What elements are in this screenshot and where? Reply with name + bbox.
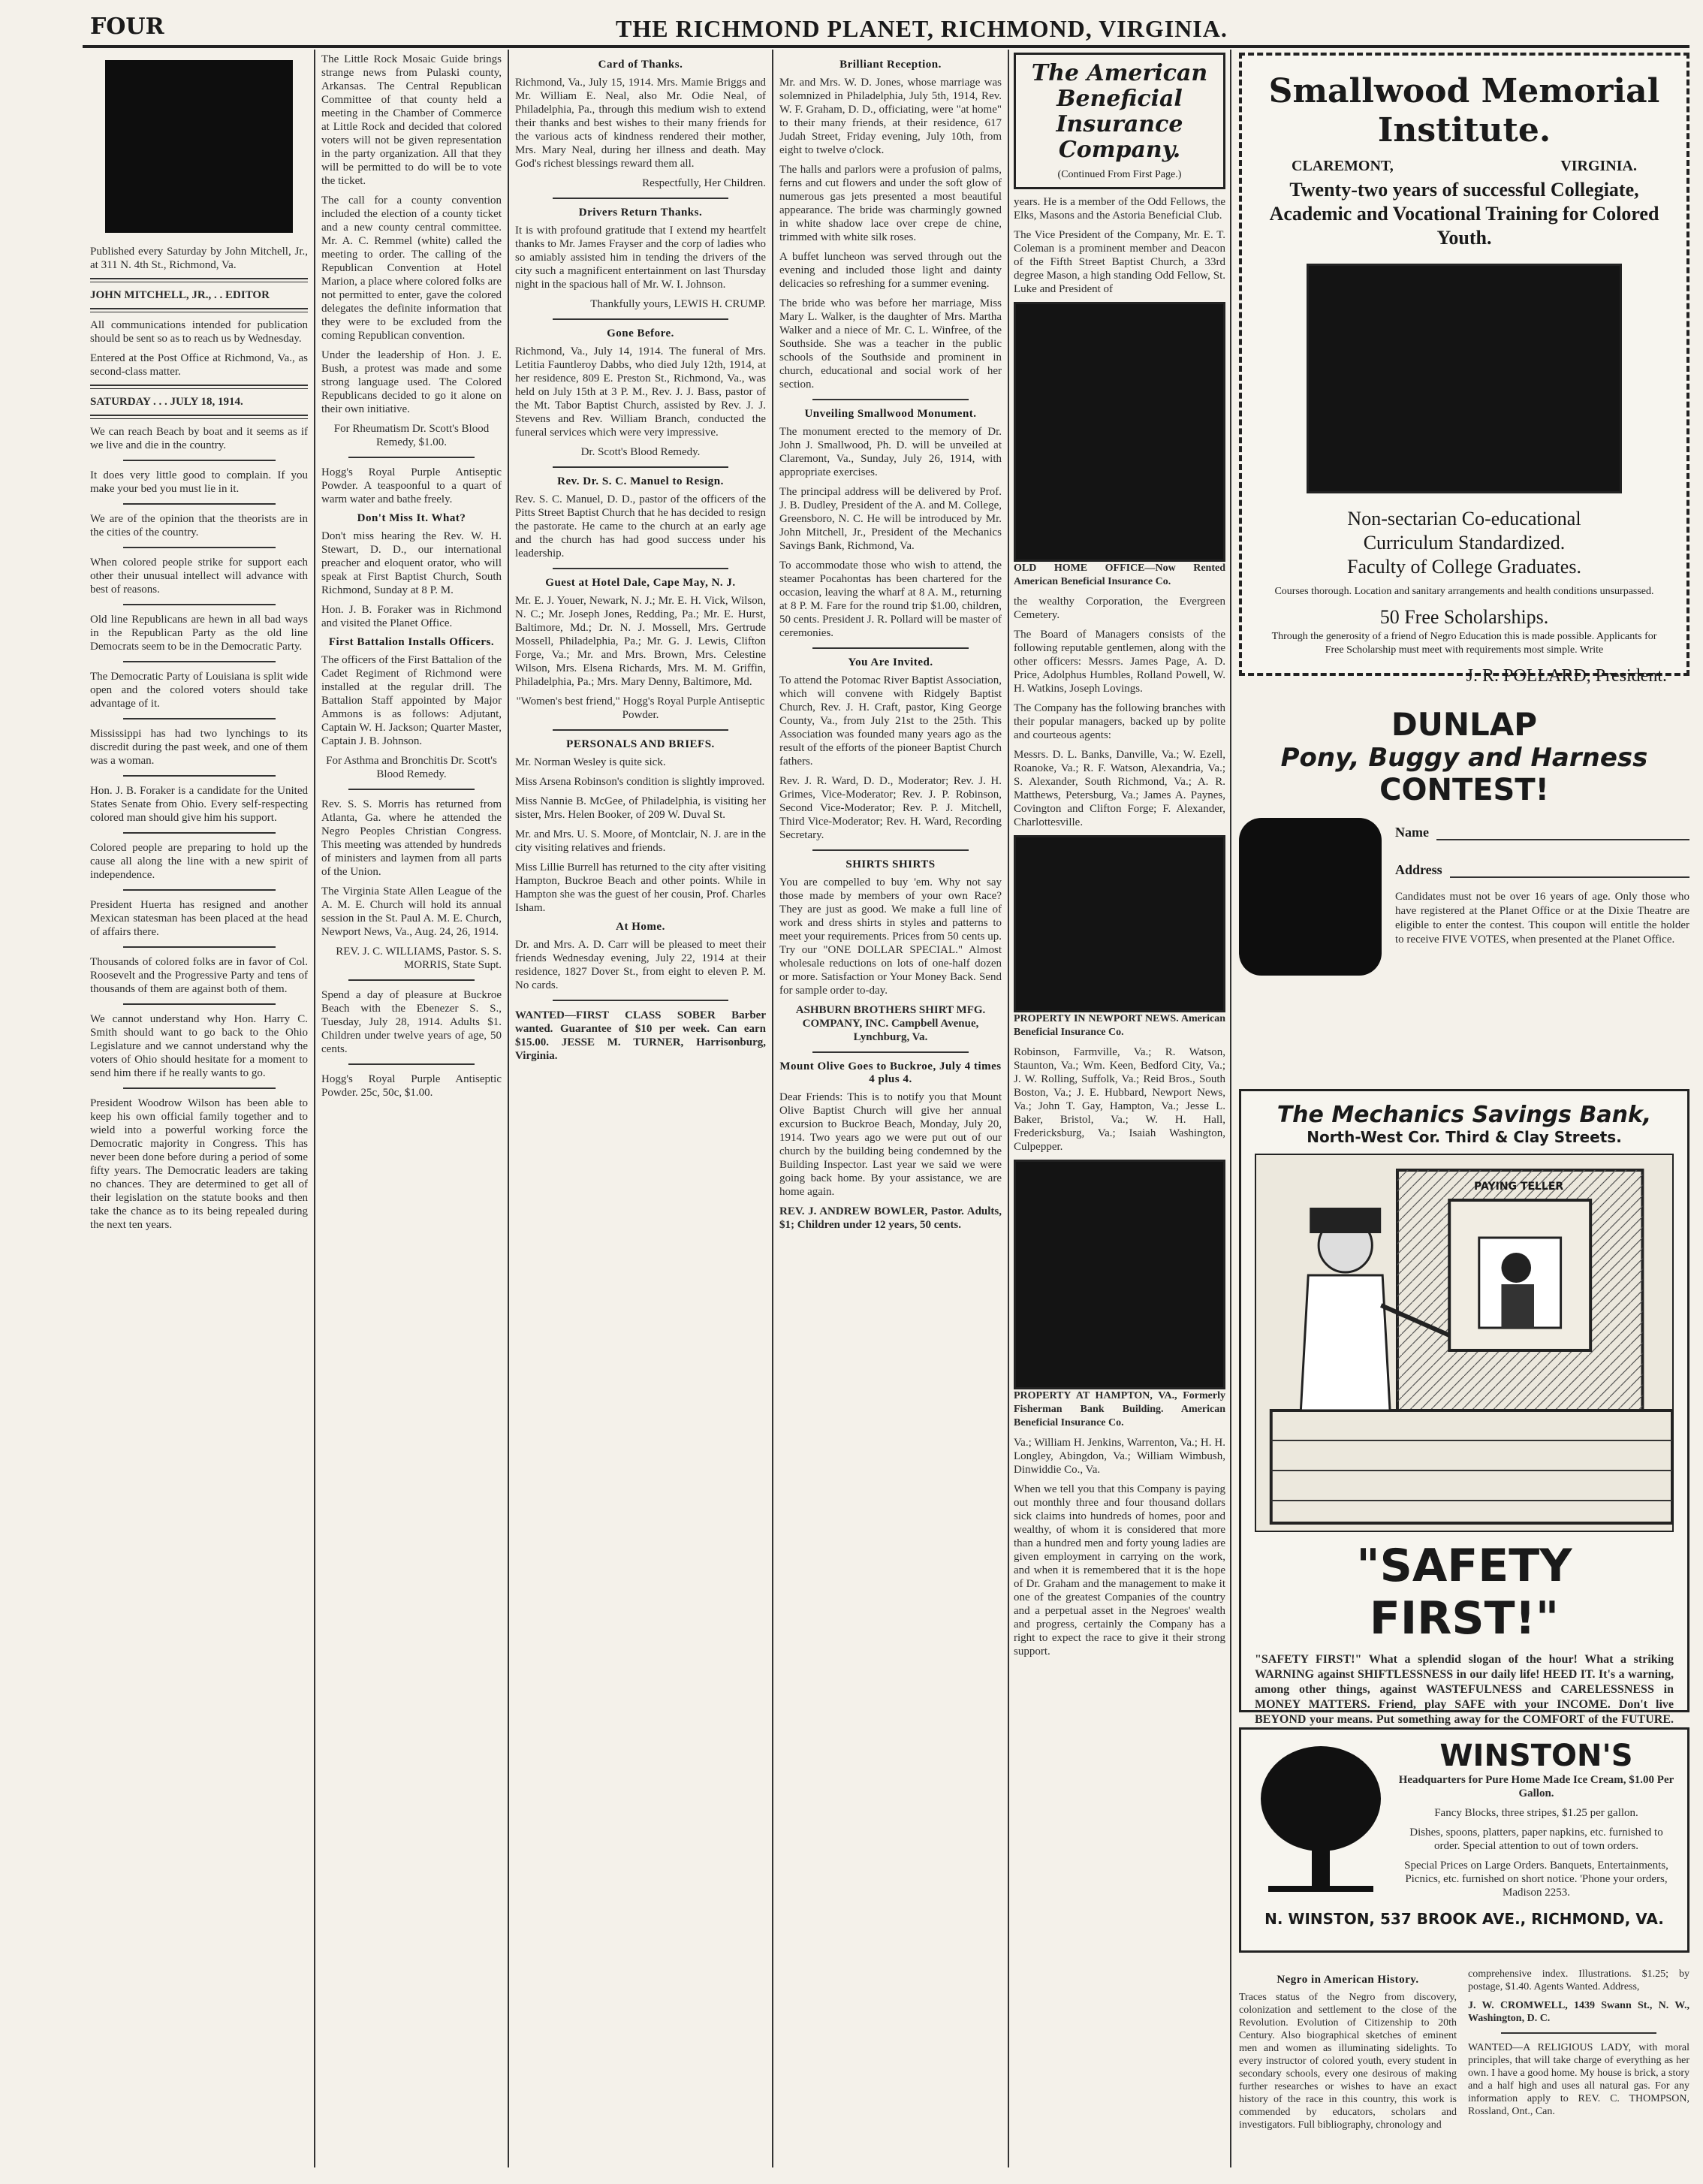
bank-body: "SAFETY FIRST!" What a splendid slogan of the hour! What a striking WARNING against SHIFTLESSNESS in our daily life! HEED IT. It's a warning, among other things, against WASTEFULNESS and CARELESSNESS in MONEY MATTERS. Friend, play SAFE with your INCOME. Don't live BEYOND your means. Put something away for the COMFORT of the FUTURE.	[1255, 1653, 1674, 1726]
personal-item: Miss Lillie Burrell has returned to the city after visiting Hampton, Buckroe Beach and other points. While in Hampton she was the guest of her cousin, Prof. Charles Isham.	[515, 861, 766, 914]
old-home-office-photo	[1014, 302, 1225, 562]
article-paragraph: Dear Friends: This is to notify you that Mount Olive Baptist Church will give her annual excursion to Buckroe Beach, Monday, July 20, 1914. Two years ago we were put out of our church by the building being condemned by the Building Inspector. Last year we said we were going back home. By your assistance, we are home again.	[779, 1091, 1002, 1198]
winstons-body	[1253, 1739, 1675, 1905]
hampton-property-photo	[1014, 1160, 1225, 1389]
ad-paragraph: You are compelled to buy 'em. Why not say those made by members of your own Race? They are just as good. We make a full line of work and dress shirts in styles and patterns to meet your requirements. Prices from 50 cents up. Try our "ONE DOLLAR SPECIAL." Almost wholesale reductions on lots of one-half dozen or more. Satisfaction or Your Money Back. Send for sample order to-day.	[779, 876, 1002, 997]
winstons-line: Special Prices on Large Orders. Banquets, Entertainments, Picnics, etc. furnished on short notice. 'Phone your orders, Madison 2253.	[1404, 1860, 1668, 1899]
teller-window-drawing	[1256, 1155, 1672, 1531]
smallwood-line3: Faculty of College Graduates.	[1347, 556, 1581, 578]
scholarships-line: 50 Free Scholarships.	[1379, 606, 1549, 628]
dunlap-contest: CONTEST!	[1379, 773, 1549, 807]
history-book-order	[1468, 1968, 1689, 2170]
rule	[553, 466, 728, 468]
article-paragraph: Richmond, Va., July 15, 1914. Mrs. Mamie Briggs and Mr. William E. Neal, also Mr. Odie Neal, of Philadelphia, Pa., through this medium wish to extend their thanks and best wishes to their many friends for the various acts of kindness rendered their mother, Mrs. Mary Neal, during her illness and death. May God's richest blessings reward them all.	[515, 77, 766, 170]
editorial-paragraph: Thousands of colored folks are in favor of Col. Roosevelt and the Progressive Party and tens of thousands of them are against both of them.	[90, 956, 308, 995]
article-paragraph: The Board of Managers consists of the following reputable gentlemen, along with the other officers: Messrs. James Page, A. D. Price, Adolphus Humbles, Rolland Powell, W. H. Watkins, Joseph Lovings.	[1014, 629, 1225, 695]
winstons-line: Fancy Blocks, three stripes, $1.25 per gallon.	[1434, 1807, 1638, 1819]
article-paragraph: To accommodate those who wish to attend, the steamer Pocahontas has been chartered for the occasion, leaving the wharf at 8 A. M., returning at 8 P. M. Fare for the round trip $1.00, children, 50 cents. President J. R. Pollard will be master of ceremonies.	[779, 560, 1002, 639]
article-paragraph: Rev. S. C. Manuel, D. D., pastor of the officers of the Pitts Street Baptist Church that he has decided to resign the pastorate. He came to the church at an early age and the church has had good success under his leadership.	[515, 493, 766, 560]
column-rule	[508, 50, 509, 2167]
book-price: comprehensive index. Illustrations. $1.25; by postage, $1.40. Agents Wanted. Address,	[1468, 1968, 1689, 1992]
signature: Thankfully yours, LEWIS H. CRUMP.	[590, 298, 766, 310]
editorial-paragraph: Colored people are preparing to hold up the cause all along the line with a new spirit of independence.	[90, 842, 308, 881]
book-author: J. W. CROMWELL, 1439 Swann St., N. W., Washington, D. C.	[1468, 2000, 1689, 2024]
masthead-rule	[83, 45, 1689, 48]
photo-caption: PROPERTY IN NEWPORT NEWS. American Beneficial Insurance Co.	[1014, 1013, 1225, 1038]
rule	[348, 979, 475, 981]
article-paragraph: Spend a day of pleasure at Buckroe Beach with the Ebenezer S. S., Tuesday, July 28, 1914. Adults $1. Children under twelve years of age, 50 cents.	[321, 989, 502, 1055]
column-2	[321, 53, 502, 2163]
article-paragraph: Mr. E. J. Youer, Newark, N. J.; Mr. E. H. Vick, Wilson, N. C.; Mr. Joseph Jones, Redding, Pa.; Mr. E. Hurst, Baltimore, Md.; Dr. N. J. Mossell, Mrs. Gertrude Mossell, Philadelphia, Pa.; Mr. G. J. Lewis, Clifton Forge, Va.; Mr. and Mrs. Brown, Mrs. Celestine Wilson, Mrs. Elsena Richards, Mrs. M. M. Griffin, Philadelphia, Pa.; Mrs. Mary Denny, Baltimore, Md.	[515, 595, 766, 688]
insurance-ad-header	[1014, 53, 1225, 189]
article-paragraph: Mr. and Mrs. W. D. Jones, whose marriage was solemnized in Philadelphia, July 5th, 1914, Rev. W. F. Graham, D. D., officiating, were "at home" to their many friends, at their residence, 617 Judah Street, Friday evening, July 10th, from eight to twelve o'clock.	[779, 77, 1002, 156]
smallwood-fine-print: Courses thorough. Location and sanitary arrangements and health conditions unsurpassed.	[1274, 586, 1654, 597]
rule	[123, 1003, 276, 1005]
rule	[123, 503, 276, 505]
rule	[553, 198, 728, 199]
column-rule	[314, 50, 315, 2167]
rule	[123, 889, 276, 891]
editorial-paragraph: We can reach Beach by boat and it seems as if we live and die in the country.	[90, 426, 308, 451]
column-1	[90, 53, 308, 2163]
winstons-ad	[1239, 1727, 1689, 1953]
column-3	[515, 53, 766, 2163]
location-left: CLAREMONT,	[1292, 158, 1394, 174]
editorial-paragraph: When colored people strike for support each other their unusual intellect will advance with best of reasons.	[90, 557, 308, 596]
rule	[123, 661, 276, 662]
personal-item: Miss Nannie B. McGee, of Philadelphia, is visiting her sister, Mrs. Helen Booker, of 209 W. Duval St.	[515, 795, 766, 821]
page-number: FOUR	[90, 14, 164, 40]
article-paragraph: The Little Rock Mosaic Guide brings strange news from Pulaski county, Arkansas. The Central Republican Committee of that county held a meeting in the Chamber of Commerce at Little Rock and decided that colored voters will not be given representation in the party organization. All that they will be permitted to do will be to vote the ticket.	[321, 53, 502, 187]
ad-line: For Asthma and Bronchitis Dr. Scott's Blood Remedy.	[326, 755, 497, 780]
rule	[90, 278, 308, 282]
article-paragraph: Dr. and Mrs. A. D. Carr will be pleased to meet their friends Wednesday evening, July 22, 1914 at their residence, 1827 Dover St., from eight to eleven P. M. No cards.	[515, 939, 766, 991]
location-right: VIRGINIA.	[1560, 158, 1637, 174]
winstons-text	[1388, 1739, 1675, 1905]
rule	[812, 849, 968, 851]
ad-line: Dr. Scott's Blood Remedy.	[580, 446, 701, 458]
headline: Don't Miss It. What?	[357, 512, 466, 524]
column-rule	[1230, 50, 1231, 2167]
article-paragraph: Messrs. D. L. Banks, Danville, Va.; W. Ezell, Roanoke, Va.; R. F. Watson, Alexandria, Va.; S. Alexander, South Richmond, Va.; A. R. Matthews, Petersburg, Va.; James A. Paynes, Covington and Clifton Forge; F. Alexander, Charlottesville.	[1014, 749, 1225, 828]
headline: Mount Olive Goes to Buckroe, July 4 times 4 plus 4.	[779, 1060, 1002, 1085]
entered-note: Entered at the Post Office at Richmond, Va., as second-class matter.	[90, 352, 308, 378]
pony-illustration	[1239, 818, 1382, 976]
rule	[553, 729, 728, 731]
dunlap-subtitle: Pony, Buggy and Harness	[1280, 743, 1648, 773]
headline: At Home.	[616, 921, 665, 933]
ad-signature: ASHBURN BROTHERS SHIRT MFG. COMPANY, INC. Campbell Avenue, Lynchburg, Va.	[795, 1004, 986, 1043]
article-paragraph: Don't miss hearing the Rev. W. H. Stewart, D. D., our international preacher and eloquent orator, who will speak at First Baptist Church, South Richmond, Sunday at 8 P. M.	[321, 530, 502, 596]
personal-item: Mr. and Mrs. U. S. Moore, of Montclair, N. J. are in the city visiting relatives and friends.	[515, 828, 766, 854]
rule	[812, 647, 968, 649]
smallwood-title: Smallwood Memorial Institute.	[1268, 72, 1660, 149]
teller-sign: PAYING TELLER	[1474, 1181, 1564, 1193]
tree-illustration	[1253, 1739, 1388, 1896]
insurance-title: The American Beneficial Insurance Company.	[1031, 60, 1208, 163]
contest-rules: Candidates must not be over 16 years of age. Only those who have registered at the Planet Office or at the Dixie Theatre are eligible to enter the contest. This coupon will entitle the holder to receive FIVE VOTES, when presented at the Planet Office.	[1395, 891, 1689, 946]
personal-item: Miss Arsena Robinson's condition is slightly improved.	[515, 776, 765, 788]
name-field[interactable]	[1436, 818, 1689, 840]
headline: You Are Invited.	[848, 656, 933, 668]
rule	[123, 718, 276, 719]
headline: SHIRTS SHIRTS	[845, 858, 936, 870]
photo-caption: PROPERTY AT HAMPTON, VA., Formerly Fisherman Bank Building. American Beneficial Insurance Co.	[1014, 1390, 1225, 1428]
rule	[123, 460, 276, 461]
bank-address: North-West Cor. Third & Clay Streets.	[1307, 1128, 1622, 1146]
dunlap-title: DUNLAP	[1391, 706, 1538, 743]
rule	[90, 415, 308, 419]
tree-icon	[1253, 1739, 1388, 1896]
headline: Guest at Hotel Dale, Cape May, N. J.	[545, 577, 736, 589]
column-rule	[1008, 50, 1009, 2167]
rule	[348, 789, 475, 790]
rule	[123, 946, 276, 948]
headline: First Battalion Installs Officers.	[328, 636, 495, 648]
name-label: Name	[1395, 825, 1429, 840]
signature: REV. J. C. WILLIAMS, Pastor. S. S. MORRIS, State Supt.	[336, 946, 502, 971]
issue-date: SATURDAY . . . JULY 18, 1914.	[90, 396, 243, 408]
column-4	[779, 53, 1002, 2163]
personal-item: Mr. Norman Wesley is quite sick.	[515, 756, 666, 768]
address-row	[1395, 855, 1689, 878]
headline: Rev. Dr. S. C. Manuel to Resign.	[557, 475, 724, 487]
masthead-illustration	[105, 60, 293, 233]
article-paragraph: Under the leadership of Hon. J. E. Bush, a protest was made and some strong language used. The Colored Republicans decided to go it alone on their own initiative.	[321, 349, 502, 415]
wanted-ad: WANTED—A RELIGIOUS LADY, with moral principles, that will take charge of everything as her own. I have a good home. My house is brick, a story and a half high and uses all natural gas. For any information apply to REV. C. THOMPSON, Rossland, Ont., Can.	[1468, 2042, 1689, 2117]
rule	[553, 568, 728, 569]
rule	[812, 1051, 968, 1053]
dunlap-contest-ad	[1239, 706, 1689, 1066]
winstons-address: N. WINSTON, 537 BROOK AVE., RICHMOND, VA.	[1264, 1910, 1664, 1928]
article-paragraph: the wealthy Corporation, the Evergreen Cemetery.	[1014, 596, 1225, 621]
address-field[interactable]	[1450, 855, 1689, 878]
continued-note: (Continued From First Page.)	[1057, 169, 1182, 180]
rule	[553, 1000, 728, 1001]
article-paragraph: The principal address will be delivered by Prof. J. B. Dudley, President of the A. and M. College, Greensboro, N. C. He will be introduced by Mr. John Mitchell, Jr., President of the Mechanics Savings Bank, Richmond, Va.	[779, 486, 1002, 552]
rule	[123, 775, 276, 777]
bank-title: The Mechanics Savings Bank,	[1276, 1102, 1652, 1128]
editorial-paragraph: President Woodrow Wilson has been able to keep his own official family together and to wield into a powerful working force the Democratic majority in Congress. This has never been done before during a period of some fifty years. The Democratic leaders are taking no chances. They are determined to get all of their legislation on the statute books and then take the chance as to its being repealed during the next ten years.	[90, 1097, 308, 1231]
winstons-line: Dishes, spoons, platters, paper napkins, etc. furnished to order. Special attention to out of town orders.	[1409, 1827, 1663, 1852]
headline: Unveiling Smallwood Monument.	[804, 408, 977, 420]
history-book-ad	[1239, 1968, 1457, 2170]
rule	[1501, 2032, 1656, 2034]
smallwood-fine-print: Through the generosity of a friend of Negro Education this is made possible. Applicants for Free Scholarship must meet with requirements most simple. Write	[1271, 631, 1657, 656]
article-paragraph: Hon. J. B. Foraker was in Richmond and visited the Planet Office.	[321, 604, 502, 629]
article-paragraph: The officers of the First Battalion of the Cadet Regiment of Richmond were installed at the regular drill. The Battalion Staff appointed by Major Ammons is as follows: Adjutant, Captain W. H. Jackson; Quarter Master, Captain J. B. Johnson.	[321, 654, 502, 747]
rule	[348, 1063, 475, 1065]
institute-building-photo	[1307, 264, 1622, 493]
winstons-line: Headquarters for Pure Home Made Ice Cream, $1.00 Per Gallon.	[1398, 1774, 1674, 1799]
newport-news-property-photo	[1014, 835, 1225, 1012]
signature: Respectfully, Her Children.	[642, 177, 766, 189]
article-paragraph: When we tell you that this Company is paying out monthly three and four thousand dollars sick claims into hundreds of homes, poor and wealthy, of whom it is considered that more than a hundred men and forty young ladies are given employment in carrying on the work, and when it is remembered that it is the hope of Dr. Graham and the management to make it one of the greatest Companies of the country and a perpetual asset in the Negroes' wealth and progress, certainly the Company has a right to expect the race to give it their strong support.	[1014, 1483, 1225, 1658]
newspaper-title: THE RICHMOND PLANET, RICHMOND, VIRGINIA.	[616, 15, 1228, 42]
bank-illustration	[1255, 1154, 1674, 1532]
smallwood-tagline: Twenty-two years of successful Collegiate, Academic and Vocational Training for Colored Youth.	[1269, 179, 1659, 249]
article-paragraph: Robinson, Farmville, Va.; R. Watson, Staunton, Va.; Wm. Keen, Bedford City, Va.; J. W. Rolling, Suffolk, Va.; Reid Bros., South Boston, Va.; J. E. Hubbard, Newport News, Va.; John T. Gay, Hampton, Va.; Jesse L. Baker, Bristol, Va.; W. H. Hall, Fredericksburg, Va.; Isaiah Washington, Culpepper.	[1014, 1046, 1225, 1153]
signature: REV. J. ANDREW BOWLER, Pastor. Adults, $1; Children under 12 years, 50 cents.	[779, 1205, 1002, 1231]
article-paragraph: A buffet luncheon was served through out the evening and included those light and dainty delicacies so refreshing for a summer evening.	[779, 251, 1002, 290]
ad-line: Hogg's Royal Purple Antiseptic Powder. A teaspoonful to a quart of warm water and bathe freely.	[321, 466, 502, 505]
president-line: J. R. POLLARD, President.	[1466, 666, 1667, 686]
article-paragraph: The Virginia State Allen League of the A. M. E. Church will hold its annual session in the St. Paul A. M. E. Church, Newport News, Va., Aug. 24, 26, 1914.	[321, 885, 502, 938]
rule	[123, 832, 276, 834]
article-paragraph: Richmond, Va., July 14, 1914. The funeral of Mrs. Letitia Fauntleroy Dabbs, who died July 12th, 1914, at her residence, 809 E. Preston St., Richmond, Va., was held on July 15th at 3 P. M., Rev. J. J. Bass, pastor of the Mt. Tabor Baptist Church, assisted by Rev. J. J. Stevens and Rev. William Branch, conducted the funeral services which were very impressive.	[515, 345, 766, 439]
rule	[123, 1087, 276, 1089]
editorial-paragraph: We cannot understand why Hon. Harry C. Smith should want to go back to the Ohio Legislature and we cannot understand why the voters of Ohio should hesitate for a moment to send him there if he really wants to go.	[90, 1013, 308, 1079]
article-paragraph: The monument erected to the memory of Dr. John J. Smallwood, Ph. D. will be unveiled at Claremont, Va., Sunday, July 26, 1914, with appropriate exercises.	[779, 426, 1002, 478]
winstons-title: WINSTON'S	[1439, 1739, 1633, 1773]
column-5	[1014, 53, 1225, 2163]
headline: Negro in American History.	[1276, 1974, 1419, 1986]
article-paragraph: Va.; William H. Jenkins, Warrenton, Va.; H. H. Longley, Abingdon, Va.; William Wimbush, Dinwiddie Co., Va.	[1014, 1437, 1225, 1476]
address-label: Address	[1395, 862, 1442, 877]
headline: Card of Thanks.	[598, 59, 683, 71]
rule	[123, 547, 276, 548]
article-paragraph: To attend the Potomac River Baptist Association, which will convene with Ridgely Baptist Church, Rev. J. H. Craft, pastor, King George County, Va., from July 21st to the 25th. This Association was founded many years ago as the result of the efforts of the pioneer Baptist Church fathers.	[779, 674, 1002, 768]
editorial-paragraph: It does very little good to complain. If you make your bed you must lie in it.	[90, 469, 308, 495]
editorial-paragraph: We are of the opinion that the theorists are in the cities of the country.	[90, 513, 308, 538]
classified-ad: WANTED—FIRST CLASS SOBER Barber wanted. Guarantee of $10 per week. Can earn $15.00. JESSE M. TURNER, Harrisonburg, Virginia.	[515, 1009, 766, 1062]
rule	[90, 308, 308, 312]
headline: Drivers Return Thanks.	[578, 207, 703, 219]
safety-first-slogan: "SAFETY FIRST!"	[1356, 1540, 1572, 1645]
article-paragraph: The halls and parlors were a profusion of palms, ferns and cut flowers and under the soft glow of numerous gas jets presented a most beautiful appearance. The bride was charmingly gowned in white shadow lace over crepe de chine, trimmed with white silk roses.	[779, 164, 1002, 243]
ad-line: Hogg's Royal Purple Antiseptic Powder. 25c, 50c, $1.00.	[321, 1073, 502, 1099]
publisher-line: Published every Saturday by John Mitchell, Jr., at 311 N. 4th St., Richmond, Va.	[90, 246, 308, 271]
headline: Brilliant Reception.	[839, 59, 942, 71]
rule	[812, 399, 968, 400]
coupon-form	[1382, 818, 1689, 976]
ad-line: "Women's best friend," Hogg's Royal Purple Antiseptic Powder.	[516, 695, 765, 721]
headline: PERSONALS AND BRIEFS.	[566, 738, 715, 750]
communications-note: All communications intended for publication should be sent so as to reach us by Wednesday.	[90, 319, 308, 345]
article-paragraph: Rev. J. R. Ward, D. D., Moderator; Rev. J. H. Grimes, Vice-Moderator; Rev. J. P. Robinson, Second Vice-Moderator; Rev. P. J. Mitchell, Third Vice-Moderator; Rev. H. Ward, Recording Secretary.	[779, 775, 1002, 841]
mechanics-bank-ad	[1239, 1089, 1689, 1726]
smallwood-line1: Non-sectarian Co-educational	[1347, 508, 1581, 529]
column-rule	[772, 50, 773, 2167]
editorial-paragraph: Hon. J. B. Foraker is a candidate for the United States Senate from Ohio. Every self-respecting colored man should give him his support.	[90, 785, 308, 824]
rule	[90, 385, 308, 389]
editor-line: JOHN MITCHELL, JR., . . EDITOR	[90, 289, 270, 301]
smallwood-line2: Curriculum Standardized.	[1363, 532, 1566, 554]
rule	[348, 457, 475, 458]
article-paragraph: It is with profound gratitude that I extend my heartfelt thanks to Mr. James Frayser and the corp of ladies who so amiably assisted him in tending the drivers of the city such a magnificent entertainment on last Thursday night in the spacious hall of Mr. W. I. Johnson.	[515, 225, 766, 291]
rule	[123, 604, 276, 605]
article-paragraph: The Company has the following branches with their popular managers, backed up by polite and courteous agents:	[1014, 702, 1225, 741]
name-row	[1395, 818, 1689, 840]
article-paragraph: The bride who was before her marriage, Miss Mary L. Walker, is the daughter of Mrs. Martha Walker and a niece of Mr. C. L. Winfree, of the Southside. She was a teacher in the public schools of the Southside and prominent in church, educational and social work of her section.	[779, 297, 1002, 391]
editorial-paragraph: President Huerta has resigned and another Mexican statesman has been placed at the head of affairs there.	[90, 899, 308, 938]
article-paragraph: The Vice President of the Company, Mr. E. T. Coleman is a prominent member and Deacon of the Fifth Street Baptist Church, a 33rd degree Mason, a high standing Odd Fellow, St. Luke and President of	[1014, 229, 1225, 295]
headline: Gone Before.	[607, 327, 674, 339]
editorial-paragraph: The Democratic Party of Louisiana is split wide open and the colored voters should take advantage of it.	[90, 671, 308, 710]
article-paragraph: years. He is a member of the Odd Fellows, the Elks, Masons and the Astoria Beneficial Club.	[1014, 196, 1225, 222]
rule	[553, 318, 728, 320]
coupon-body	[1239, 818, 1689, 976]
editorial-paragraph: Old line Republicans are hewn in all bad ways in the Republican Party as the old line Democrats seem to be in the Democratic Party.	[90, 614, 308, 653]
article-paragraph: The call for a county convention included the election of a county ticket and a new county central committee. Mr. A. C. Remmel (white) called the meeting to order. The calling of the Republican Convention at Hotel Marion, a place where colored folks are not permitted to enter, gave the colored delegates the definite information that they were to be excluded from the coming Republican convention.	[321, 195, 502, 342]
article-paragraph: Rev. S. S. Morris has returned from Atlanta, Ga. where he attended the Negro Peoples Christian Congress. This meeting was attended by hundreds of ministers and laymen from all parts of the Union.	[321, 798, 502, 878]
location-row	[1292, 158, 1637, 175]
smallwood-institute-ad	[1239, 53, 1689, 686]
photo-caption: OLD HOME OFFICE—Now Rented American Beneficial Insurance Co.	[1014, 563, 1225, 587]
book-description: Traces status of the Negro from discovery, colonization and settlement to the close of the Revolution. Evolution of Citizenship to 20th Century. Also biographical sketches of eminent men and women as illuminating sidelights. To every instructor of colored youth, every student in secondary schools, every one desirous of making further researches or wishes to have an exact history of the race in this country, this work is commended by educators, scholars and investigators. Full bibliography, chronology and	[1239, 1992, 1457, 2131]
editorial-paragraph: Mississippi has had two lynchings to its discredit during the past week, and one of them was a woman.	[90, 728, 308, 767]
ad-line: For Rheumatism Dr. Scott's Blood Remedy, $1.00.	[333, 423, 490, 448]
